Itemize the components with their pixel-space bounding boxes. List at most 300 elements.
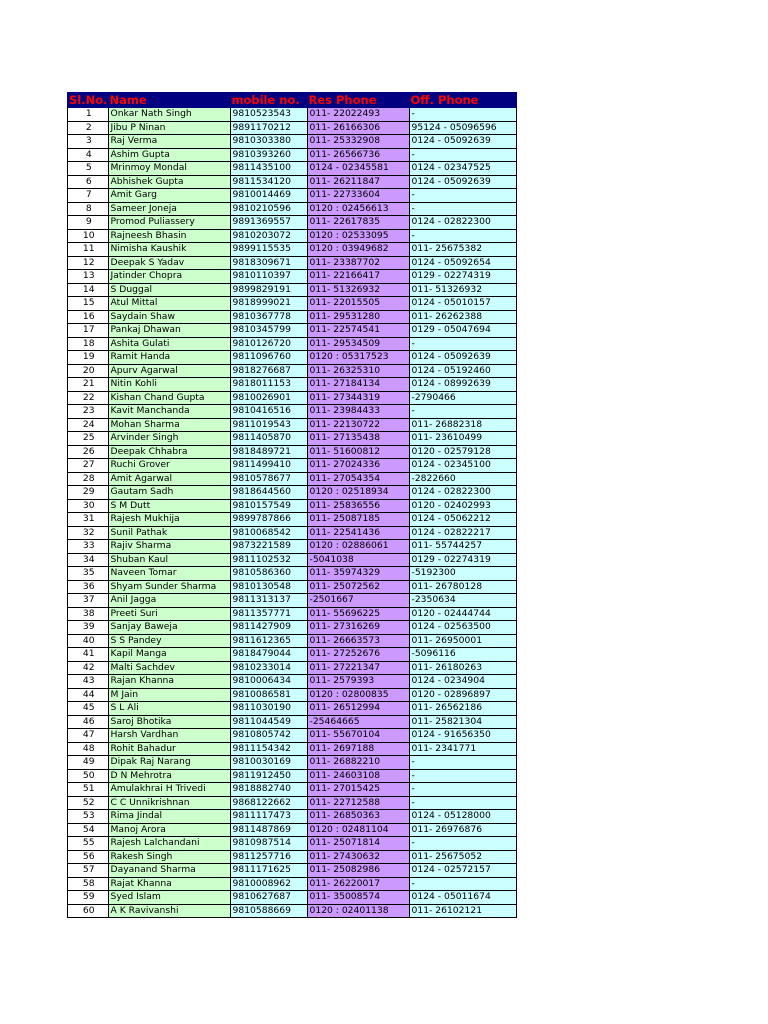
- table-row: [68, 675, 517, 689]
- mobile-cell: 9811171625: [230, 864, 307, 878]
- mobile-cell: 9818276687: [230, 364, 307, 378]
- sl-no-cell: 8: [68, 202, 109, 216]
- sl-no-cell: 33: [68, 540, 109, 554]
- off-phone-cell: -: [409, 796, 516, 810]
- res-phone-cell: 011- 26166306: [307, 121, 409, 135]
- res-phone-cell: 011- 25087185: [307, 513, 409, 527]
- mobile-cell: 9811435100: [230, 162, 307, 176]
- mobile-cell: 9891369557: [230, 216, 307, 230]
- mobile-cell: 9891170212: [230, 121, 307, 135]
- table-row: [68, 445, 517, 459]
- name-cell: Shuban Kaul: [108, 553, 230, 567]
- table-row: [68, 634, 517, 648]
- name-cell: Ramit Handa: [108, 351, 230, 365]
- table-row: [68, 648, 517, 662]
- sl-no-cell: 15: [68, 297, 109, 311]
- off-phone-cell: 0124 - 02572157: [409, 864, 516, 878]
- off-phone-cell: 0129 - 05047694: [409, 324, 516, 338]
- sl-no-cell: 37: [68, 594, 109, 608]
- sl-no-cell: 9: [68, 216, 109, 230]
- mobile-cell: 9811912450: [230, 769, 307, 783]
- table-row: [68, 189, 517, 203]
- res-phone-cell: 011- 29531280: [307, 310, 409, 324]
- sl-no-cell: 36: [68, 580, 109, 594]
- name-cell: Naveen Tomar: [108, 567, 230, 581]
- off-phone-cell: 0124 - 02822300: [409, 216, 516, 230]
- off-phone-cell: -: [409, 769, 516, 783]
- res-phone-cell: 011- 26325310: [307, 364, 409, 378]
- mobile-cell: 9810086581: [230, 688, 307, 702]
- table-row: [68, 418, 517, 432]
- sl-no-cell: 43: [68, 675, 109, 689]
- table-row: [68, 540, 517, 554]
- off-phone-cell: -: [409, 783, 516, 797]
- res-phone-cell: 011- 27221347: [307, 661, 409, 675]
- table-row: [68, 526, 517, 540]
- res-phone-cell: 0120 : 02481104: [307, 823, 409, 837]
- res-phone-cell: 011- 25072562: [307, 580, 409, 594]
- table-row: [68, 837, 517, 851]
- table-row: [68, 742, 517, 756]
- mobile-cell: 9810233014: [230, 661, 307, 675]
- mobile-cell: 9810030169: [230, 756, 307, 770]
- name-cell: Rajneesh Bhasin: [108, 229, 230, 243]
- off-phone-cell: 011- 55744257: [409, 540, 516, 554]
- table-row: [68, 904, 517, 918]
- mobile-cell: 9810130548: [230, 580, 307, 594]
- table-row: [68, 513, 517, 527]
- table-row: [68, 148, 517, 162]
- res-phone-cell: 011- 27344319: [307, 391, 409, 405]
- sl-no-cell: 56: [68, 850, 109, 864]
- sl-no-cell: 14: [68, 283, 109, 297]
- off-phone-cell: -5192300: [409, 567, 516, 581]
- res-phone-cell: 011- 26566736: [307, 148, 409, 162]
- sl-no-cell: 16: [68, 310, 109, 324]
- mobile-cell: 9811499410: [230, 459, 307, 473]
- table-row: [68, 729, 517, 743]
- mobile-cell: 9818489721: [230, 445, 307, 459]
- mobile-cell: 9810014469: [230, 189, 307, 203]
- table-row: [68, 391, 517, 405]
- name-cell: Sanjay Baweja: [108, 621, 230, 635]
- sl-no-cell: 45: [68, 702, 109, 716]
- mobile-cell: 9811405870: [230, 432, 307, 446]
- off-phone-cell: -: [409, 108, 516, 122]
- table-row: [68, 810, 517, 824]
- name-cell: Rohit Bahadur: [108, 742, 230, 756]
- table-row: [68, 202, 517, 216]
- res-phone-cell: 011- 26882210: [307, 756, 409, 770]
- mobile-cell: 9811313137: [230, 594, 307, 608]
- res-phone-cell: 011- 22733604: [307, 189, 409, 203]
- mobile-cell: 9811487869: [230, 823, 307, 837]
- sl-no-cell: 3: [68, 135, 109, 149]
- table-row: [68, 688, 517, 702]
- sl-no-cell: 28: [68, 472, 109, 486]
- name-cell: M Jain: [108, 688, 230, 702]
- name-cell: Ashita Gulati: [108, 337, 230, 351]
- table-row: [68, 567, 517, 581]
- mobile-cell: 9811019543: [230, 418, 307, 432]
- table-row: [68, 216, 517, 230]
- off-phone-cell: 0124 - 05092639: [409, 135, 516, 149]
- mobile-cell: 9810157549: [230, 499, 307, 513]
- name-cell: Apurv Agarwal: [108, 364, 230, 378]
- name-cell: Rakesh Singh: [108, 850, 230, 864]
- res-phone-cell: 011- 22712588: [307, 796, 409, 810]
- table-row: [68, 864, 517, 878]
- off-phone-cell: 0120 - 02579128: [409, 445, 516, 459]
- table-row: [68, 702, 517, 716]
- mobile-cell: 9811427909: [230, 621, 307, 635]
- table-row: [68, 796, 517, 810]
- name-cell: Mohan Sharma: [108, 418, 230, 432]
- name-cell: S L Ali: [108, 702, 230, 716]
- mobile-cell: 9810303380: [230, 135, 307, 149]
- off-phone-cell: 0124 - 08992639: [409, 378, 516, 392]
- off-phone-cell: 0124 - 02345100: [409, 459, 516, 473]
- mobile-cell: 9811612365: [230, 634, 307, 648]
- mobile-cell: 9818644560: [230, 486, 307, 500]
- res-phone-cell: 0120 : 02533095: [307, 229, 409, 243]
- res-phone-cell: 011- 26220017: [307, 877, 409, 891]
- off-phone-cell: 011- 26262388: [409, 310, 516, 324]
- res-phone-cell: 0120 : 02401138: [307, 904, 409, 918]
- res-phone-cell: 0124 - 02345581: [307, 162, 409, 176]
- res-phone-cell: 011- 35008574: [307, 891, 409, 905]
- mobile-cell: 9811030190: [230, 702, 307, 716]
- sl-no-cell: 18: [68, 337, 109, 351]
- name-cell: Harsh Vardhan: [108, 729, 230, 743]
- name-cell: Amit Agarwal: [108, 472, 230, 486]
- res-phone-cell: 0120 : 02800835: [307, 688, 409, 702]
- off-phone-cell: -: [409, 337, 516, 351]
- sl-no-cell: 40: [68, 634, 109, 648]
- off-phone-cell: 0124 - 05092639: [409, 175, 516, 189]
- res-phone-cell: 0120 : 02456613: [307, 202, 409, 216]
- name-cell: Ashim Gupta: [108, 148, 230, 162]
- table-row: [68, 270, 517, 284]
- mobile-cell: 9810578677: [230, 472, 307, 486]
- off-phone-cell: 011- 51326932: [409, 283, 516, 297]
- name-cell: Kavit Manchanda: [108, 405, 230, 419]
- sl-no-cell: 5: [68, 162, 109, 176]
- sl-no-cell: 7: [68, 189, 109, 203]
- sl-no-cell: 19: [68, 351, 109, 365]
- res-phone-cell: 0120 : 03949682: [307, 243, 409, 257]
- off-phone-cell: 0124 - 05092654: [409, 256, 516, 270]
- table-row: [68, 283, 517, 297]
- mobile-cell: 9811257716: [230, 850, 307, 864]
- table-row: [68, 877, 517, 891]
- name-cell: Arvinder Singh: [108, 432, 230, 446]
- sl-no-cell: 21: [68, 378, 109, 392]
- sl-no-cell: 17: [68, 324, 109, 338]
- res-phone-cell: 011- 22166417: [307, 270, 409, 284]
- res-phone-cell: 0120 : 02886061: [307, 540, 409, 554]
- off-phone-cell: -: [409, 229, 516, 243]
- name-cell: Sameer Joneja: [108, 202, 230, 216]
- res-phone-cell: 011- 22617835: [307, 216, 409, 230]
- sl-no-cell: 35: [68, 567, 109, 581]
- name-cell: Anil Jagga: [108, 594, 230, 608]
- mobile-cell: 9810026901: [230, 391, 307, 405]
- off-phone-cell: 0129 - 02274319: [409, 270, 516, 284]
- table-row: [68, 121, 517, 135]
- mobile-cell: 9810210596: [230, 202, 307, 216]
- table-row: [68, 324, 517, 338]
- header-sl-no: Sl.No.: [69, 93, 108, 107]
- mobile-cell: 9811534120: [230, 175, 307, 189]
- sl-no-cell: 52: [68, 796, 109, 810]
- name-cell: Rajan Khanna: [108, 675, 230, 689]
- table-row: [68, 310, 517, 324]
- mobile-cell: 9810523543: [230, 108, 307, 122]
- table-row: [68, 337, 517, 351]
- table-row: [68, 256, 517, 270]
- mobile-cell: 9810627687: [230, 891, 307, 905]
- res-phone-cell: -5041038: [307, 553, 409, 567]
- mobile-cell: 9818999021: [230, 297, 307, 311]
- table-row: [68, 850, 517, 864]
- name-cell: Saroj Bhotika: [108, 715, 230, 729]
- mobile-cell: 9811102532: [230, 553, 307, 567]
- mobile-cell: 9811096760: [230, 351, 307, 365]
- sl-no-cell: 20: [68, 364, 109, 378]
- name-cell: Syed Islam: [108, 891, 230, 905]
- sl-no-cell: 11: [68, 243, 109, 257]
- mobile-cell: 9811154342: [230, 742, 307, 756]
- table-row: [68, 607, 517, 621]
- mobile-cell: 9810805742: [230, 729, 307, 743]
- header-name: Name: [108, 93, 230, 108]
- sl-no-cell: 47: [68, 729, 109, 743]
- res-phone-cell: 011- 27015425: [307, 783, 409, 797]
- table-row: [68, 297, 517, 311]
- table-row: [68, 432, 517, 446]
- res-phone-cell: 011- 29534509: [307, 337, 409, 351]
- res-phone-cell: 011- 2697188: [307, 742, 409, 756]
- off-phone-cell: -2350634: [409, 594, 516, 608]
- mobile-cell: 9810987514: [230, 837, 307, 851]
- sl-no-cell: 57: [68, 864, 109, 878]
- mobile-cell: 9811117473: [230, 810, 307, 824]
- res-phone-cell: 011- 23387702: [307, 256, 409, 270]
- off-phone-cell: 011- 26180263: [409, 661, 516, 675]
- name-cell: S S Pandey: [108, 634, 230, 648]
- name-cell: Kishan Chand Gupta: [108, 391, 230, 405]
- res-phone-cell: 011- 25332908: [307, 135, 409, 149]
- table-row: [68, 135, 517, 149]
- off-phone-cell: 011- 26976876: [409, 823, 516, 837]
- table-row: [68, 162, 517, 176]
- name-cell: Mrinmoy Mondal: [108, 162, 230, 176]
- name-cell: Abhishek Gupta: [108, 175, 230, 189]
- off-phone-cell: 0124 - 02347525: [409, 162, 516, 176]
- sl-no-cell: 59: [68, 891, 109, 905]
- mobile-cell: 9811357771: [230, 607, 307, 621]
- mobile-cell: 9810126720: [230, 337, 307, 351]
- table-row: [68, 891, 517, 905]
- name-cell: Jibu P Ninan: [108, 121, 230, 135]
- off-phone-cell: 0124 - 05128000: [409, 810, 516, 824]
- res-phone-cell: 011- 26850363: [307, 810, 409, 824]
- res-phone-cell: -25464665: [307, 715, 409, 729]
- res-phone-cell: 011- 26211847: [307, 175, 409, 189]
- sl-no-cell: 24: [68, 418, 109, 432]
- sl-no-cell: 13: [68, 270, 109, 284]
- off-phone-cell: 0124 - 05010157: [409, 297, 516, 311]
- table-row: [68, 378, 517, 392]
- res-phone-cell: 011- 26512994: [307, 702, 409, 716]
- sl-no-cell: 26: [68, 445, 109, 459]
- off-phone-cell: -5096116: [409, 648, 516, 662]
- name-cell: Rajat Khanna: [108, 877, 230, 891]
- name-cell: Amulakhrai H Trivedi: [108, 783, 230, 797]
- off-phone-cell: -2822660: [409, 472, 516, 486]
- off-phone-cell: 0129 - 02274319: [409, 553, 516, 567]
- sl-no-cell: 31: [68, 513, 109, 527]
- res-phone-cell: 011- 27252676: [307, 648, 409, 662]
- name-cell: D N Mehrotra: [108, 769, 230, 783]
- name-cell: Atul Mittal: [108, 297, 230, 311]
- sl-no-cell: 42: [68, 661, 109, 675]
- mobile-cell: 9810393260: [230, 148, 307, 162]
- mobile-cell: 9810367778: [230, 310, 307, 324]
- name-cell: Dayanand Sharma: [108, 864, 230, 878]
- mobile-cell: 9810586360: [230, 567, 307, 581]
- res-phone-cell: 011- 27054354: [307, 472, 409, 486]
- table-row: [68, 783, 517, 797]
- off-phone-cell: 011- 2341771: [409, 742, 516, 756]
- res-phone-cell: 011- 22022493: [307, 108, 409, 122]
- off-phone-cell: -: [409, 756, 516, 770]
- res-phone-cell: 011- 27316269: [307, 621, 409, 635]
- name-cell: Nimisha Kaushik: [108, 243, 230, 257]
- sl-no-cell: 34: [68, 553, 109, 567]
- res-phone-cell: 011- 55696225: [307, 607, 409, 621]
- mobile-cell: 9810068542: [230, 526, 307, 540]
- table-row: [68, 661, 517, 675]
- res-phone-cell: 011- 2579393: [307, 675, 409, 689]
- res-phone-cell: 011- 22130722: [307, 418, 409, 432]
- off-phone-cell: 0120 - 02896897: [409, 688, 516, 702]
- mobile-cell: 9818479044: [230, 648, 307, 662]
- table-row: [68, 594, 517, 608]
- name-cell: Jatinder Chopra: [108, 270, 230, 284]
- table-row: [68, 486, 517, 500]
- table-row: [68, 108, 517, 122]
- off-phone-cell: 0124 - 02822217: [409, 526, 516, 540]
- name-cell: Rima Jindal: [108, 810, 230, 824]
- contact-table: [67, 92, 517, 918]
- off-phone-cell: 011- 25821304: [409, 715, 516, 729]
- name-cell: Amit Garg: [108, 189, 230, 203]
- res-phone-cell: 011- 27024336: [307, 459, 409, 473]
- table-row: [68, 459, 517, 473]
- res-phone-cell: 011- 51600812: [307, 445, 409, 459]
- name-cell: S Duggal: [108, 283, 230, 297]
- mobile-cell: 9818309671: [230, 256, 307, 270]
- name-cell: Pankaj Dhawan: [108, 324, 230, 338]
- off-phone-cell: 95124 - 05096596: [409, 121, 516, 135]
- mobile-cell: 9810345799: [230, 324, 307, 338]
- off-phone-cell: 011- 26102121: [409, 904, 516, 918]
- off-phone-cell: 011- 25675052: [409, 850, 516, 864]
- name-cell: Rajesh Mukhija: [108, 513, 230, 527]
- table-row: [68, 472, 517, 486]
- mobile-cell: 9810203072: [230, 229, 307, 243]
- sl-no-cell: 4: [68, 148, 109, 162]
- sl-no-cell: 48: [68, 742, 109, 756]
- off-phone-cell: 0124 - 05011674: [409, 891, 516, 905]
- res-phone-cell: 011- 55670104: [307, 729, 409, 743]
- off-phone-cell: -: [409, 877, 516, 891]
- mobile-cell: 9899829191: [230, 283, 307, 297]
- off-phone-cell: 0124 - 05192460: [409, 364, 516, 378]
- table-row: [68, 405, 517, 419]
- off-phone-cell: 011- 25675382: [409, 243, 516, 257]
- res-phone-cell: -2501667: [307, 594, 409, 608]
- mobile-cell: 9810110397: [230, 270, 307, 284]
- res-phone-cell: 011- 51326932: [307, 283, 409, 297]
- name-cell: Shyam Sunder Sharma: [108, 580, 230, 594]
- name-cell: Malti Sachdev: [108, 661, 230, 675]
- res-phone-cell: 011- 22015505: [307, 297, 409, 311]
- mobile-cell: 9818011153: [230, 378, 307, 392]
- off-phone-cell: -: [409, 405, 516, 419]
- table-row: [68, 553, 517, 567]
- mobile-cell: 9810008962: [230, 877, 307, 891]
- sl-no-cell: 2: [68, 121, 109, 135]
- name-cell: Onkar Nath Singh: [108, 108, 230, 122]
- name-cell: Deepak Chhabra: [108, 445, 230, 459]
- mobile-cell: 9810006434: [230, 675, 307, 689]
- off-phone-cell: 0124 - 02563500: [409, 621, 516, 635]
- table-row: [68, 580, 517, 594]
- table-row: [68, 229, 517, 243]
- res-phone-cell: 011- 25071814: [307, 837, 409, 851]
- res-phone-cell: 011- 26663573: [307, 634, 409, 648]
- sl-no-cell: 1: [68, 108, 109, 122]
- name-cell: S M Dutt: [108, 499, 230, 513]
- name-cell: Sunil Pathak: [108, 526, 230, 540]
- name-cell: A K Ravivanshi: [108, 904, 230, 918]
- res-phone-cell: 011- 24603108: [307, 769, 409, 783]
- sl-no-cell: 60: [68, 904, 109, 918]
- mobile-cell: 9899115535: [230, 243, 307, 257]
- off-phone-cell: 0120 - 02444744: [409, 607, 516, 621]
- off-phone-cell: 0124 - 05062212: [409, 513, 516, 527]
- table-row: [68, 715, 517, 729]
- mobile-cell: 9810588669: [230, 904, 307, 918]
- header-mobile: mobile no.: [230, 93, 307, 108]
- table-row: [68, 243, 517, 257]
- res-phone-cell: 011- 25082986: [307, 864, 409, 878]
- table-row: [68, 621, 517, 635]
- sl-no-cell: 32: [68, 526, 109, 540]
- off-phone-cell: 0124 - 05092639: [409, 351, 516, 365]
- sl-no-cell: 27: [68, 459, 109, 473]
- name-cell: Raj Verma: [108, 135, 230, 149]
- sl-no-cell: 46: [68, 715, 109, 729]
- res-phone-cell: 011- 27135438: [307, 432, 409, 446]
- sl-no-cell: 39: [68, 621, 109, 635]
- table-row: [68, 364, 517, 378]
- res-phone-cell: 011- 22541436: [307, 526, 409, 540]
- mobile-cell: 9818882740: [230, 783, 307, 797]
